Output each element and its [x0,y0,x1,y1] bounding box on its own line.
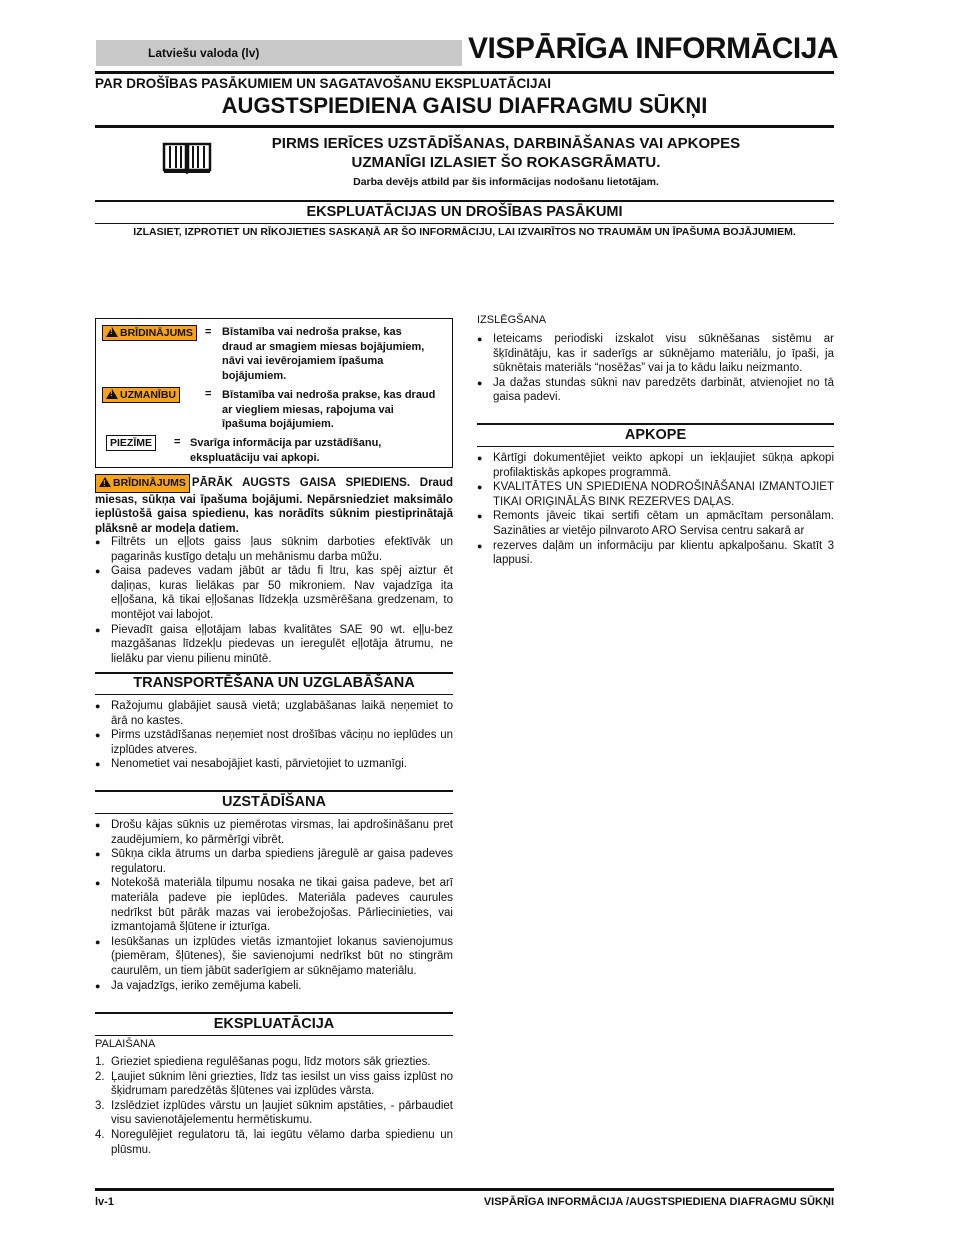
list-item: ● Ja vajadzīgs, ieriko zemējuma kabeli. [95,979,453,994]
warning-badge: !BRĪDINĀJUMS [102,325,197,341]
legend-equals: = [205,326,212,338]
transport-rule-bottom [95,694,453,695]
list-item: ● Filtrēts un eļļots gaiss ļaus sūknim darboties efektīvāk un pagarinās kustīgo detaļu un mehānismu darba mūžu. [95,535,453,564]
language-label: Latviešu valoda (lv) [96,40,462,66]
list-item: ● Ja dažas stundas sūkni nav paredzēts darbināt, atvienojiet no tā gaisa padevi. [477,376,834,405]
pressure-warning [95,474,453,536]
start-label: PALAIŠANA [95,1038,156,1050]
safety-heading: EKSPLUATĀCIJAS UN DROŠĪBAS PASĀKUMI [306,204,623,220]
maintenance-list [477,451,834,568]
install-heading: UZSTĀDĪŠANA [222,794,326,810]
install-rule-top [95,790,453,792]
step-item: 4. Noregulējiet regulatoru tā, lai iegūtu vēlamo darba spiedienu un plūsmu. [95,1128,453,1156]
list-item: ● Gaisa padeves vadam jābūt ar tādu fi ltru, kas spēj aiztur ēt daļiņas, kuras lielākas par 50 mikroniem. Nav vajadzīga ita eļļošana, kā tikai eļļošanas līdzekļa uzsmērēšana gredzenam, to montējot vai labojot. [95,564,453,622]
safety-rule-top [95,200,834,202]
transport-rule-top [95,672,453,674]
safety-rule-bottom [95,223,834,224]
note-badge: PIEZĪME [106,435,156,451]
install-list [95,818,453,993]
caution-icon [106,389,118,399]
list-item: ● Remonts jāveic tikai sertifi cētam un apmācītam personālam. Sazināties ar vietējo pilnvaroto ARO Servisa centru sakarā ar [477,509,834,538]
step-item: 3. Izslēdziet izplūdes vārstu un ļaujiet sūknim apstāties, - pārbaudiet visu savienotājelementu hermētiskumu. [95,1099,453,1127]
page-title: VISPĀRĪGA INFORMĀCIJA [468,32,839,65]
list-item: ● Sūkņa cikla ātrums un darba spiediens jāregulē ar gaisa padeves regulatoru. [95,847,453,876]
step-item: 2. Ļaujiet sūknim lēni griezties, līdz tas iesilst un viss gaiss izplūst no šķidrumam paredzētās šļūtenes vai izplūdes vārsta. [95,1070,453,1098]
maintenance-rule-top [477,423,834,425]
maintenance-heading: APKOPE [624,427,687,443]
list-item: ● Drošu kājas sūknis uz piemērotas virsmas, lai apdrošināšanu pret zaudējumiem, ko pārmērīgi vibrēt. [95,818,453,847]
legend-equals: = [174,436,181,448]
operation-heading: EKSPLUATĀCIJA [213,1016,335,1032]
read-notice-line1: PIRMS IERĪCES UZSTĀDĪŠANAS, DARBINĀŠANAS VAI APKOPES [271,135,741,152]
step-item: 1. Grieziet spiediena regulēšanas pogu, līdz motors sāk griezties. [95,1056,431,1068]
operation-steps [95,1055,453,1157]
list-item: ● Pirms uzstādīšanas neņemiet nost drošības vāciņu no ieplūdes un izplūdes atveres. [95,728,453,757]
list-item: ● Kārtīgi dokumentējiet veikto apkopi un iekļaujiet sūkņa apkopi profilaktiskās apkopes programmā. [477,451,834,480]
safety-instruction: IZLASIET, IZPROTIET UN RĪKOJIETIES SASKAŅĀ AR ŠO INFORMĀCIJU, LAI IZVAIRĪTOS NO TRAUMĀM UN ĪPAŠUMA BOJĀJUMIEM. [133,226,796,238]
legend-box [95,318,453,468]
legend-equals: = [205,388,212,400]
employer-notice: Darba devējs atbild par šis informācijas nodošanu lietotājam. [353,176,659,188]
list-item: ● rezerves daļām un informāciju par klientu apkalpošanu. Skatīt 3 lappusi. [477,539,834,568]
subtitle-large: AUGSTSPIEDIENA GAISU DIAFRAGMU SŪKŅI [221,93,708,118]
warning-icon [99,477,111,487]
note-definition: Svarīga informācija par uzstādīšanu, ekspluatāciju vai apkopi. [190,437,382,464]
maintenance-rule-bottom [477,446,834,447]
read-notice [258,134,754,172]
list-item: ● KVALITĀTES UN SPIEDIENA NODROŠINĀŠANAI IZMANTOJIET TIKAI ORIĢINĀLĀS BINK REZERVES DAĻAS. [477,480,834,509]
shutdown-label: IZSLĒGŠANA [477,314,547,326]
pressure-warning-badge: !BRĪDINĀJUMS [95,474,190,493]
list-item: ● Nenometiet vai nesabojājiet kasti, pārvietojiet to uzmanīgi. [95,757,453,772]
list-item: ● Iesūkšanas un izplūdes vietās izmantojiet lokanus savienojumus (piemēram, šļūtenes), šie savienojumi nedrīkst būt no stingrām caurulēm, un tiem jābūt saderīgiem ar sūknējamo materiālu. [95,935,453,979]
warning-definition: Bīstamība vai nedroša prakse, kas draud ar smagiem miesas bojājumiem, nāvi vai ievērojamiem īpašuma bojājumiem. [222,326,425,382]
list-item: ● Ražojumu glabājiet sausā vietā; uzglabāšanas laikā neņemiet to ārā no kastes. [95,699,453,728]
footer-rule [95,1188,834,1191]
list-item: ● Ieteicams periodiski izskalot visu sūknēšanas sistēmu ar šķīdinātāju, kas ir saderīgs ar sūknējamo materiālu, jo īpaši, ja sūknētais materiāls “nosēžas” vai ja to kādu laiku neizmanto. [477,332,834,376]
caution-definition: Bīstamība vai nedroša prakse, kas draud ar viegliem miesas, raþojuma vai īpašuma bojājumiem. [222,389,436,430]
transport-list [95,699,453,772]
subtitle-small: PAR DROŠĪBAS PASĀKUMIEM UN SAGATAVOŠANU EKSPLUATĀCIJAI [95,76,552,91]
page-number: lv-1 [95,1196,114,1208]
transport-heading: TRANSPORTĒŠANA UN UZGLABĀŠANA [133,675,415,691]
warning-icon [106,327,118,337]
air-supply-list [95,535,453,666]
read-notice-line2: UZMANĪGI IZLASIET ŠO ROKASGRĀMATU. [351,154,661,171]
pressure-warning-text: PĀRĀK AUGSTS GAISA SPIEDIENS. Draud miesas, sūkņa vai īpašuma bojājumi. Nepārsniedziet maksimālo ieplūstošā gaisa spiedienu, kas norādīts sūknim piestiprinātajā plāksnē ar modeļa datiem. [95,477,453,535]
subtitle-rule [95,125,834,128]
list-item: ● Notekošā materiāla tilpumu nosaka ne tikai gaisa padeve, bet arī materiāla padeve pie ieplūdes. Materiāla padeves caurules nedrīkst būt pārāk mazas vai ierobežojošas. Pārliecinieties, vai izmantojamā šļūtene ir izturīga. [95,876,453,934]
header-rule [95,71,834,74]
operation-rule-bottom [95,1035,453,1036]
caution-badge: !UZMANĪBU [102,387,180,403]
list-item: ● Pievadīt gaisa eļļotājam labas kvalitātes SAE 90 wt. eļļu-bez mazgāšanas līdzekļu piedevas un ieregulēt eļļotāja ātrumu, ne lielāku par vienu pilienu minūtē. [95,623,453,667]
operation-rule-top [95,1012,453,1014]
footer-title: VISPĀRĪGA INFORMĀCIJA /AUGSTSPIEDIENA DIAFRAGMU SŪKŅI [483,1196,834,1208]
shutdown-list [477,332,834,405]
install-rule-bottom [95,813,453,814]
book-icon [162,140,212,174]
